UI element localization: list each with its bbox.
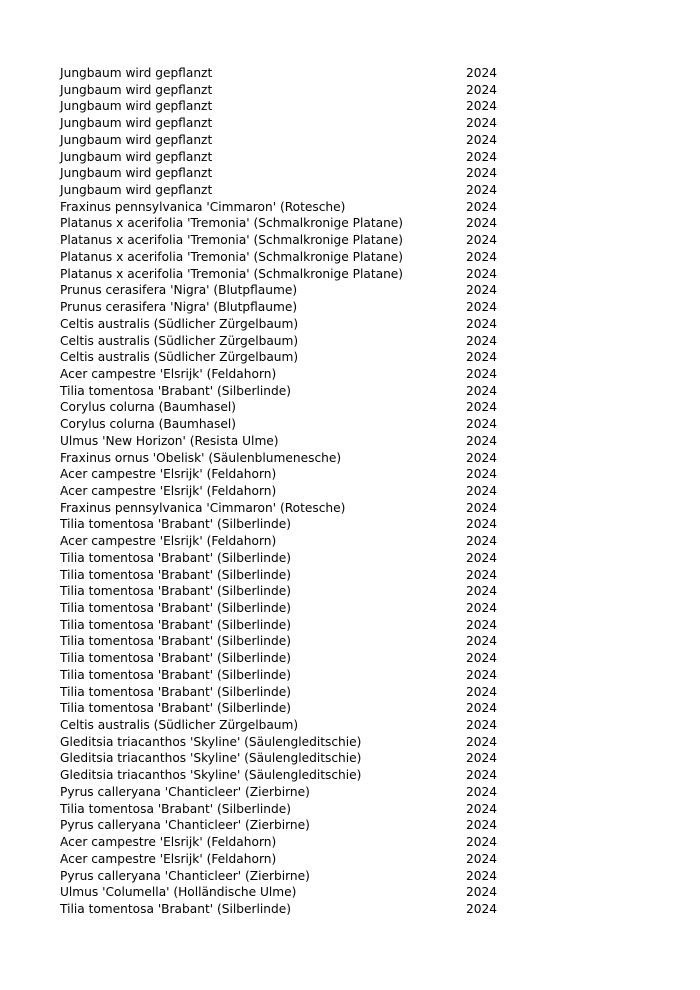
list-row	[60, 199, 540, 216]
tree-label: Tilia tomentosa 'Brabant' (Silberlinde)	[60, 567, 291, 582]
list-row	[60, 884, 540, 901]
planting-year: 2024	[466, 784, 498, 799]
tree-label: Tilia tomentosa 'Brabant' (Silberlinde)	[60, 550, 291, 565]
tree-label: Acer campestre 'Elsrijk' (Feldahorn)	[60, 851, 277, 866]
tree-label: Pyrus calleryana 'Chanticleer' (Zierbirne)	[60, 818, 310, 833]
planting-year: 2024	[466, 99, 498, 114]
tree-label: Tilia tomentosa 'Brabant' (Silberlinde)	[60, 801, 291, 816]
planting-year: 2024	[466, 517, 498, 532]
tree-label: Acer campestre 'Elsrijk' (Feldahorn)	[60, 467, 277, 482]
list-row	[60, 232, 540, 249]
tree-label: Corylus colurna (Baumhasel)	[60, 400, 237, 415]
planting-year: 2024	[466, 734, 498, 749]
list-row	[60, 366, 540, 383]
planting-year: 2024	[466, 550, 498, 565]
tree-label: Platanus x acerifolia 'Tremonia' (Schmalkronige Platane)	[60, 216, 404, 231]
planting-year: 2024	[466, 601, 498, 615]
list-row	[60, 98, 540, 115]
tree-label: Pyrus calleryana 'Chanticleer' (Zierbirne)	[60, 784, 310, 799]
tree-label: Prunus cerasifera 'Nigra' (Blutpflaume)	[60, 283, 298, 298]
tree-label: Tilia tomentosa 'Brabant' (Silberlinde)	[60, 701, 291, 716]
planting-year: 2024	[466, 450, 498, 465]
planting-year: 2024	[466, 216, 498, 231]
list-row	[60, 132, 540, 149]
planting-year: 2024	[466, 751, 498, 766]
list-row	[60, 650, 540, 667]
planting-year: 2024	[466, 634, 498, 649]
list-row	[60, 215, 540, 232]
list-row	[60, 466, 540, 483]
list-row	[60, 734, 540, 751]
list-row	[60, 450, 540, 467]
tree-label: Jungbaum wird gepflanzt	[60, 116, 213, 131]
list-row	[60, 600, 540, 617]
tree-label: Acer campestre 'Elsrijk' (Feldahorn)	[60, 483, 277, 498]
planting-year: 2024	[466, 333, 498, 348]
tree-label: Tilia tomentosa 'Brabant' (Silberlinde)	[60, 901, 291, 916]
list-row	[60, 834, 540, 851]
tree-label: Tilia tomentosa 'Brabant' (Silberlinde)	[60, 601, 291, 615]
tree-label: Tilia tomentosa 'Brabant' (Silberlinde)	[60, 634, 291, 649]
tree-label: Tilia tomentosa 'Brabant' (Silberlinde)	[60, 584, 291, 599]
tree-label: Jungbaum wird gepflanzt	[60, 99, 213, 114]
list-row	[60, 667, 540, 684]
planting-year: 2024	[466, 300, 498, 315]
planting-year: 2024	[466, 567, 498, 582]
planting-year: 2024	[466, 383, 498, 398]
tree-label: Gleditsia triacanthos 'Skyline' (Säulengleditschie)	[60, 751, 362, 766]
tree-label: Jungbaum wird gepflanzt	[60, 132, 213, 147]
planting-year: 2024	[466, 116, 498, 131]
tree-label: Tilia tomentosa 'Brabant' (Silberlinde)	[60, 684, 291, 699]
planting-year: 2024	[466, 433, 498, 448]
planting-year: 2024	[466, 249, 498, 264]
planting-year: 2024	[466, 199, 498, 214]
list-row	[60, 500, 540, 517]
list-row	[60, 433, 540, 450]
tree-label: Acer campestre 'Elsrijk' (Feldahorn)	[60, 366, 277, 381]
tree-label: Platanus x acerifolia 'Tremonia' (Schmalkronige Platane)	[60, 266, 404, 281]
tree-label: Tilia tomentosa 'Brabant' (Silberlinde)	[60, 383, 291, 398]
list-row	[60, 333, 540, 350]
tree-label: Ulmus 'New Horizon' (Resista Ulme)	[60, 433, 279, 448]
planting-year: 2024	[466, 718, 498, 733]
planting-year: 2024	[466, 500, 498, 515]
tree-label: Tilia tomentosa 'Brabant' (Silberlinde)	[60, 617, 291, 632]
planting-year: 2024	[466, 901, 498, 916]
list-row	[60, 784, 540, 801]
planting-year: 2024	[466, 851, 498, 866]
list-row	[60, 633, 540, 650]
planting-year: 2024	[466, 66, 498, 80]
tree-label: Prunus cerasifera 'Nigra' (Blutpflaume)	[60, 300, 298, 315]
list-row	[60, 817, 540, 834]
planting-year: 2024	[466, 584, 498, 599]
tree-label: Corylus colurna (Baumhasel)	[60, 417, 237, 432]
list-row	[60, 349, 540, 366]
list-row	[60, 483, 540, 500]
list-row	[60, 399, 540, 416]
tree-label: Celtis australis (Südlicher Zürgelbaum)	[60, 350, 299, 365]
tree-label: Celtis australis (Südlicher Zürgelbaum)	[60, 316, 299, 331]
tree-label: Celtis australis (Südlicher Zürgelbaum)	[60, 718, 299, 733]
list-row	[60, 684, 540, 701]
list-row	[60, 516, 540, 533]
list-row	[60, 266, 540, 283]
list-row	[60, 416, 540, 433]
list-row	[60, 299, 540, 316]
planting-year: 2024	[466, 366, 498, 381]
list-row	[60, 868, 540, 885]
planting-year: 2024	[466, 667, 498, 682]
tree-label: Jungbaum wird gepflanzt	[60, 66, 213, 80]
list-row	[60, 583, 540, 600]
list-row	[60, 115, 540, 132]
planting-year: 2024	[466, 885, 498, 900]
planting-year: 2024	[466, 283, 498, 298]
tree-label: Ulmus 'Columella' (Holländische Ulme)	[60, 885, 297, 900]
tree-label: Fraxinus pennsylvanica 'Cimmaron' (Rotesche)	[60, 199, 346, 214]
tree-label: Tilia tomentosa 'Brabant' (Silberlinde)	[60, 667, 291, 682]
tree-label: Acer campestre 'Elsrijk' (Feldahorn)	[60, 534, 277, 549]
planting-year: 2024	[466, 132, 498, 147]
list-row	[60, 533, 540, 550]
tree-label: Platanus x acerifolia 'Tremonia' (Schmalkronige Platane)	[60, 249, 404, 264]
planting-year: 2024	[466, 534, 498, 549]
tree-label: Jungbaum wird gepflanzt	[60, 183, 213, 198]
list-row	[60, 82, 540, 99]
tree-label: Fraxinus ornus 'Obelisk' (Säulenblumenesche)	[60, 450, 342, 465]
planting-year: 2024	[466, 617, 498, 632]
tree-label: Celtis australis (Südlicher Zürgelbaum)	[60, 333, 299, 348]
planting-year: 2024	[466, 467, 498, 482]
planting-year: 2024	[466, 818, 498, 833]
planting-year: 2024	[466, 801, 498, 816]
planting-year: 2024	[466, 350, 498, 365]
planting-year: 2024	[466, 266, 498, 281]
planting-year: 2024	[466, 701, 498, 716]
list-row	[60, 249, 540, 266]
planting-year: 2024	[466, 684, 498, 699]
list-row	[60, 801, 540, 818]
tree-label: Jungbaum wird gepflanzt	[60, 166, 213, 181]
tree-label: Jungbaum wird gepflanzt	[60, 82, 213, 97]
list-row	[60, 149, 540, 166]
tree-label: Jungbaum wird gepflanzt	[60, 149, 213, 164]
planting-year: 2024	[466, 166, 498, 181]
list-row	[60, 851, 540, 868]
tree-label: Gleditsia triacanthos 'Skyline' (Säulengleditschie)	[60, 734, 362, 749]
planting-list	[60, 65, 540, 918]
list-row	[60, 700, 540, 717]
planting-year: 2024	[466, 183, 498, 198]
planting-year: 2024	[466, 651, 498, 666]
planting-year: 2024	[466, 149, 498, 164]
planting-year: 2024	[466, 316, 498, 331]
tree-label: Fraxinus pennsylvanica 'Cimmaron' (Rotesche)	[60, 500, 346, 515]
tree-label: Tilia tomentosa 'Brabant' (Silberlinde)	[60, 517, 291, 532]
planting-year: 2024	[466, 82, 498, 97]
list-row	[60, 65, 540, 82]
list-row	[60, 282, 540, 299]
tree-label: Tilia tomentosa 'Brabant' (Silberlinde)	[60, 651, 291, 666]
list-row	[60, 383, 540, 400]
planting-year: 2024	[466, 835, 498, 850]
list-row	[60, 165, 540, 182]
planting-year: 2024	[466, 233, 498, 248]
planting-year: 2024	[466, 483, 498, 498]
planting-year: 2024	[466, 400, 498, 415]
tree-label: Acer campestre 'Elsrijk' (Feldahorn)	[60, 835, 277, 850]
list-row	[60, 550, 540, 567]
planting-year: 2024	[466, 768, 498, 783]
list-row	[60, 182, 540, 199]
list-row	[60, 567, 540, 584]
list-row	[60, 750, 540, 767]
list-row	[60, 617, 540, 634]
tree-label: Pyrus calleryana 'Chanticleer' (Zierbirne)	[60, 868, 310, 883]
planting-year: 2024	[466, 868, 498, 883]
list-row	[60, 767, 540, 784]
tree-label: Platanus x acerifolia 'Tremonia' (Schmalkronige Platane)	[60, 233, 404, 248]
planting-year: 2024	[466, 417, 498, 432]
list-row	[60, 316, 540, 333]
list-row	[60, 901, 540, 918]
list-row	[60, 717, 540, 734]
tree-label: Gleditsia triacanthos 'Skyline' (Säulengleditschie)	[60, 768, 362, 783]
